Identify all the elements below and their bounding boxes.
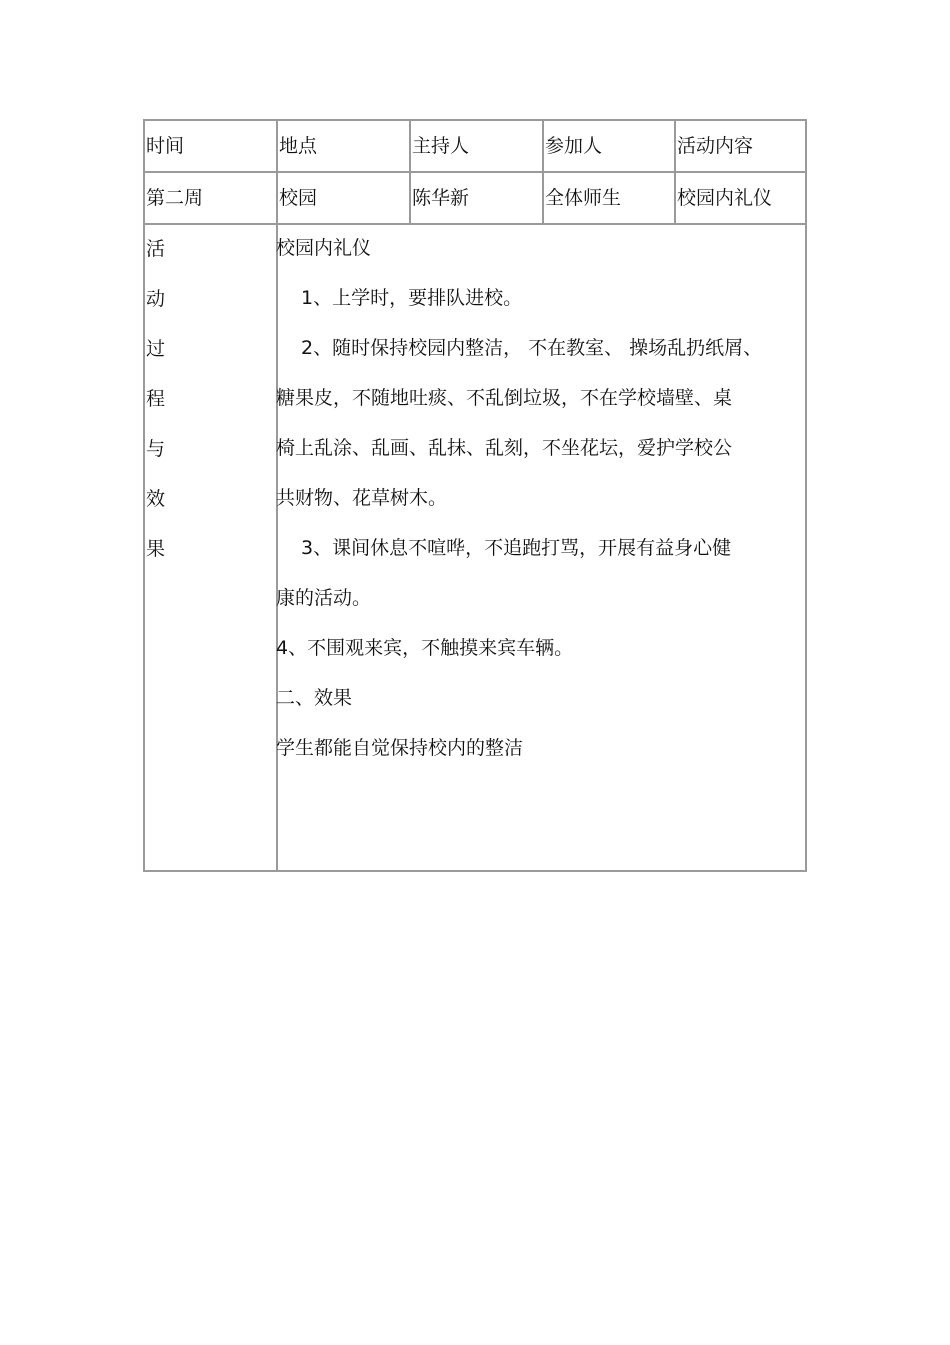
content-line: 4、不围观来宾，不触摸来宾车辆。 [276,637,574,659]
activity-content [276,236,804,786]
cell-host: 陈华新 [412,187,470,209]
side-label-char: 效 [146,488,166,510]
content-section-heading: 二、效果 [276,687,353,709]
header-activity: 活动内容 [677,135,754,157]
cell-activity: 校园内礼仪 [677,187,773,209]
side-label-char: 活 [146,238,166,260]
content-line: 1、上学时，要排队进校。 [301,287,523,309]
header-place: 地点 [279,135,318,157]
row-divider [145,223,805,225]
side-label [146,237,176,587]
side-label-char: 果 [146,538,166,560]
side-label-char: 过 [146,338,166,360]
content-line: 学生都能自觉保持校内的整洁 [276,737,524,759]
content-line: 椅上乱涂、乱画、乱抹、乱刻，不坐花坛，爱护学校公 [276,437,733,459]
side-label-char: 程 [146,388,166,410]
content-line: 3、课间休息不喧哗，不追跑打骂，开展有益身心健 [301,537,732,559]
cell-place: 校园 [279,187,318,209]
cell-participants: 全体师生 [545,187,622,209]
header-host: 主持人 [412,135,470,157]
content-title: 校园内礼仪 [276,237,372,259]
content-line: 糖果皮，不随地吐痰、不乱倒垃圾，不在学校墙壁、桌 [276,387,733,409]
content-line: 康的活动。 [276,587,372,609]
row-divider [145,171,805,173]
content-line: 共财物、花草树木。 [276,487,448,509]
side-label-char: 动 [146,288,166,310]
cell-week: 第二周 [146,187,204,209]
side-label-char: 与 [146,438,166,460]
header-participants: 参加人 [545,135,603,157]
header-time: 时间 [146,135,185,157]
content-line: 2、随时保持校园内整洁， 不在教室、 操场乱扔纸屑、 [301,337,763,359]
